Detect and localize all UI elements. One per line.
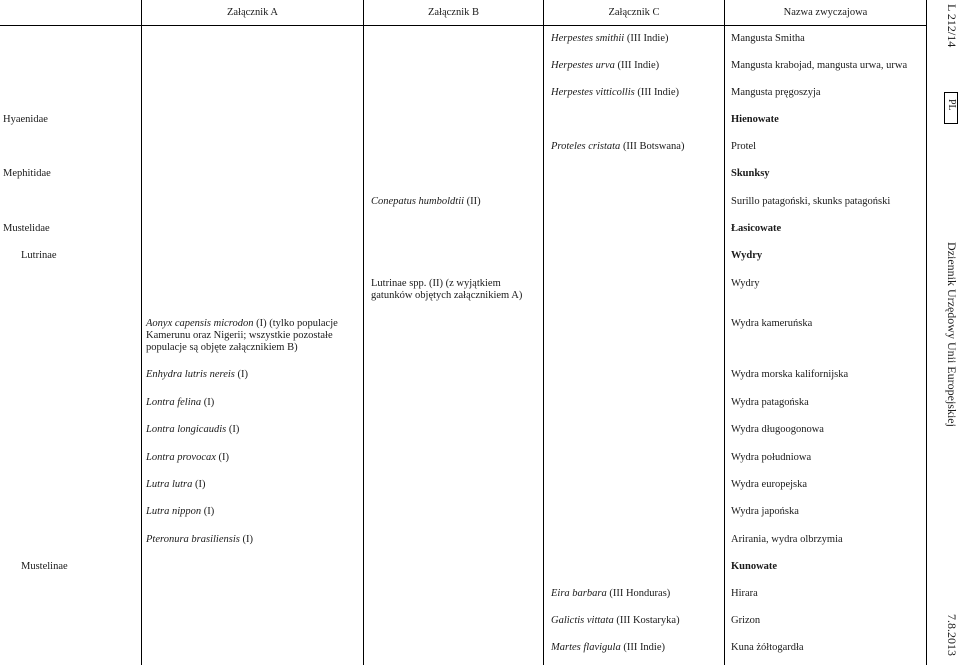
common-name: Protel (731, 141, 757, 152)
common-name: Wydra kameruńska (731, 318, 813, 329)
table-row (146, 397, 214, 409)
annex-note: (I) (195, 479, 206, 490)
column-divider-3 (543, 0, 544, 665)
annex-note: (III Indie) (617, 60, 660, 71)
table-row (551, 87, 679, 99)
annex-note: (I) (tylko populacje Kamerunu oraz Nigerii; wszystkie pozostałe populacje są objęte załącznikiem B) (146, 318, 338, 353)
species-name: Herpestes vitticollis (551, 87, 635, 98)
common-name: Surillo patagoński, skunks patagoński (731, 196, 891, 207)
species-name: Galictis vittata (551, 615, 614, 626)
header-annex-a: Załącznik A (226, 7, 279, 18)
annex-note: (II) (466, 196, 481, 207)
family-common-name: Łasicowate (731, 223, 782, 234)
journal-title: Dziennik Urzędowy Unii Europejskiej (945, 242, 959, 427)
common-name: Mangusta Smitha (731, 33, 805, 44)
species-name: Herpestes smithii (551, 33, 625, 44)
common-name: Wydry (731, 278, 760, 289)
species-name: Lutra lutra (146, 479, 193, 490)
annex-note: (I) (218, 452, 230, 463)
table-row (371, 278, 539, 302)
table-row (551, 141, 684, 153)
page-reference: L 212/14 (945, 4, 959, 48)
table-row (551, 588, 670, 600)
table-row (146, 424, 239, 436)
species-name: Herpestes urva (551, 60, 615, 71)
species-name: Proteles cristata (551, 141, 621, 152)
common-name: Grizon (731, 615, 761, 626)
common-name: Arirania, wydra olbrzymia (731, 534, 843, 545)
table-right-rule (926, 0, 927, 665)
header-annex-c: Załącznik C (608, 7, 660, 18)
table-row (551, 615, 680, 627)
common-name: Wydra japońska (731, 506, 799, 517)
table-row (371, 196, 481, 208)
table-row (146, 506, 214, 518)
language-code: PL (946, 99, 957, 111)
family-name: Mustelidae (3, 223, 50, 234)
table-top-rule (0, 25, 926, 26)
annex-note: (I) (242, 534, 253, 545)
species-name: Eira barbara (551, 588, 607, 599)
table-row (146, 369, 248, 381)
header-annex-b: Załącznik B (427, 7, 480, 18)
species-name: Lontra provocax (146, 452, 216, 463)
species-name: Martes flavigula (551, 642, 621, 653)
publication-date: 7.8.2013 (945, 614, 959, 656)
species-name: Conepatus humboldtii (371, 196, 465, 207)
subfamily-name: Lutrinae (21, 250, 57, 261)
annex-note: (III Indie) (623, 642, 666, 653)
annex-note: (III Indie) (637, 87, 680, 98)
subfamily-name: Mustelinae (21, 561, 68, 572)
annex-note: (II) (z wyjątkiem gatunków objętych załącznikiem A) (371, 278, 523, 301)
family-common-name: Hienowate (731, 114, 779, 125)
column-divider-2 (363, 0, 364, 665)
table-row (146, 479, 206, 491)
species-name: Pteronura brasiliensis (146, 534, 240, 545)
annex-note: (III Indie) (626, 33, 669, 44)
annex-note: (I) (203, 506, 215, 517)
table-row (146, 318, 358, 354)
subfamily-common-name: Wydry (731, 250, 763, 261)
subfamily-common-name: Kunowate (731, 561, 778, 572)
table-row (146, 534, 253, 546)
table-row (551, 33, 669, 45)
species-name: Aonyx capensis microdon (146, 318, 254, 329)
species-name: Enhydra lutris nereis (146, 369, 235, 380)
common-name: Wydra europejska (731, 479, 808, 490)
column-divider-4 (724, 0, 725, 665)
annex-note: (I) (203, 397, 215, 408)
family-name: Mephitidae (3, 168, 51, 179)
header-common-name: Nazwa zwyczajowa (783, 7, 868, 18)
table-row (551, 60, 659, 72)
column-divider-1 (141, 0, 142, 665)
annex-note: (I) (228, 424, 240, 435)
common-name: Mangusta krabojad, mangusta urwa, urwa (731, 60, 908, 71)
species-name: Lutrinae spp. (371, 278, 427, 289)
family-common-name: Skunksy (731, 168, 770, 179)
common-name: Wydra morska kalifornijska (731, 369, 849, 380)
annex-note: (III Kostaryka) (616, 615, 680, 626)
common-name: Wydra patagońska (731, 397, 809, 408)
annex-note: (III Honduras) (609, 588, 671, 599)
common-name: Mangusta pręgoszyja (731, 87, 821, 98)
table-row (146, 452, 229, 464)
annex-note: (III Botswana) (622, 141, 685, 152)
family-name: Hyaenidae (3, 114, 48, 125)
common-name: Wydra długoogonowa (731, 424, 824, 435)
common-name: Wydra południowa (731, 452, 812, 463)
common-name: Hirara (731, 588, 758, 599)
table-row (551, 642, 665, 654)
species-name: Lontra longicaudis (146, 424, 227, 435)
species-name: Lutra nippon (146, 506, 202, 517)
species-name: Lontra felina (146, 397, 202, 408)
common-name: Kuna żółtogardła (731, 642, 804, 653)
annex-note: (I) (237, 369, 248, 380)
